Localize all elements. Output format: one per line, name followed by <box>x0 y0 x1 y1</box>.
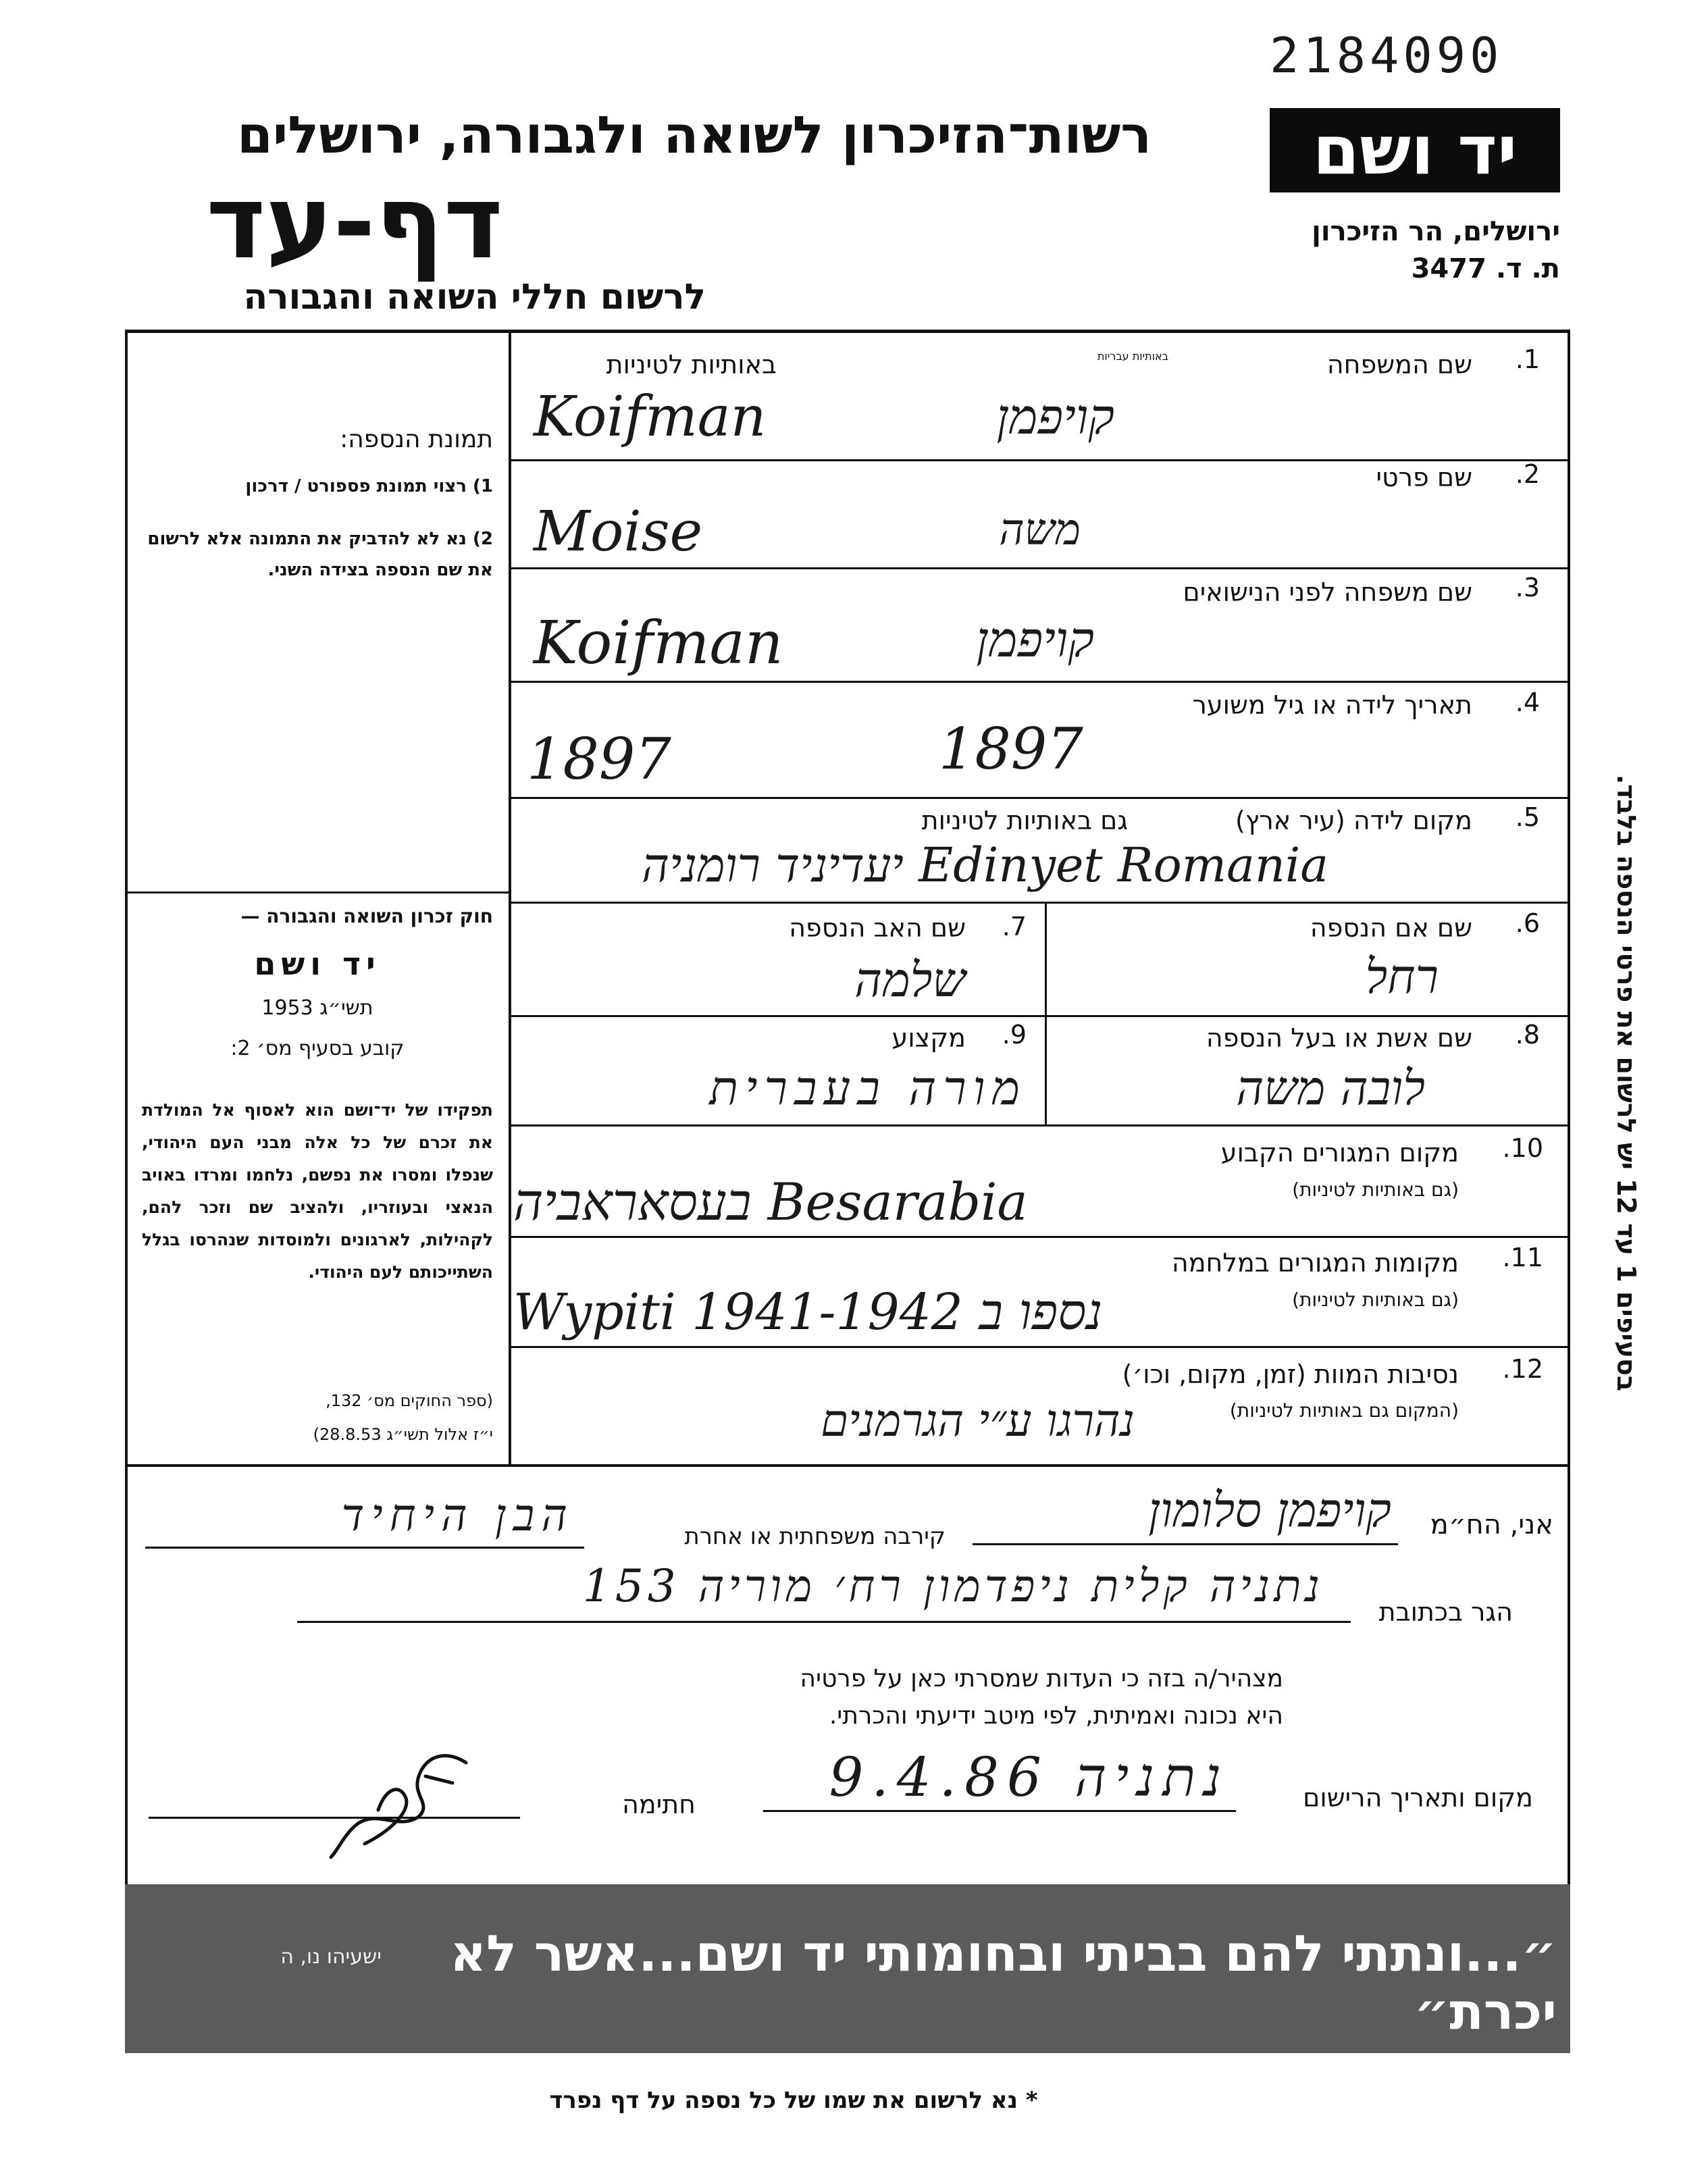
field-6-value: רחל <box>1365 949 1439 1004</box>
photo-note-2: 2) נא לא להדביק את התמונה אלא לרשום את שם הנספה בצידה השני. <box>147 529 493 580</box>
field-5-value: יעדיניד רומניה Edinyet Romania <box>642 837 1329 893</box>
row-line-1 <box>511 459 1569 461</box>
col-divider-6-7 <box>1045 902 1047 1126</box>
field-6-label: שם אם הנספה <box>1310 913 1472 943</box>
field-4-label: תאריך לידה או גיל משוער <box>1192 690 1472 720</box>
field-10-value: בעסאראביה Besarabia <box>513 1172 1028 1232</box>
col-latin-header: באותיות לטיניות <box>606 350 777 380</box>
field-8-value: לובה משה <box>1236 1060 1425 1116</box>
field-9-label: מקצוע <box>891 1023 966 1053</box>
address-line <box>297 1621 1351 1623</box>
field-5-latin-note: גם באותיות לטיניות <box>921 806 1128 835</box>
address-line1: ירושלים, הר הזיכרון <box>1312 216 1560 247</box>
place-date-value: נתניה 9.4.86 <box>829 1746 1229 1809</box>
field-12-value: נהרגו ע״י הגרמנים <box>821 1395 1135 1447</box>
law-name: יד ושם <box>254 946 381 982</box>
field-5-number: 5. <box>1515 802 1540 832</box>
relation-line <box>145 1547 584 1549</box>
field-11-note: (גם באותיות לטיניות) <box>1292 1289 1459 1311</box>
field-3-latin-value: Koifman <box>534 608 783 677</box>
field-4-latin-value: 1897 <box>527 726 671 792</box>
law-title: חוק זכרון השואה והגבורה — <box>240 905 493 927</box>
law-date: י״ז אלול תשי״ג 28.8.53) <box>313 1425 493 1444</box>
field-2-latin-value: Moise <box>534 500 703 564</box>
col-hebrew-header: באותיות עבריות <box>1097 350 1168 363</box>
form-title: דף-עד <box>206 164 503 282</box>
statement-line-1: מצהיר/ה בזה כי העדות שמסרתי כאן על פרטיה <box>800 1665 1283 1692</box>
sidebar-law-divider <box>125 891 510 894</box>
frame-top <box>125 330 1570 333</box>
field-12-note: (המקום גם באותיות לטיניות) <box>1229 1399 1459 1422</box>
row-line-3 <box>511 681 1569 683</box>
row-line-2 <box>511 567 1569 569</box>
field-2-number: 2. <box>1515 459 1540 489</box>
banner-source: ישעיהו נו, ה <box>280 1945 382 1969</box>
field-8-number: 8. <box>1515 1020 1540 1050</box>
place-date-line <box>763 1810 1236 1812</box>
field-7-value: שלמה <box>854 952 966 1008</box>
field-7-label: שם האב הנספה <box>789 913 966 943</box>
law-year: תשי״ג 1953 <box>261 996 373 1020</box>
field-3-hebrew-value: קויפמן <box>976 611 1094 668</box>
footer-note: * נא לרשום את שמו של כל נספה על דף נפרד <box>549 2087 1038 2114</box>
row-line-6 <box>511 1015 1569 1017</box>
address-label: הגר בכתובת <box>1378 1597 1513 1627</box>
address-value: נתניה קלית ניפדמון רח׳ מוריה 153 <box>582 1560 1324 1612</box>
org-line: רשות־הזיכרון לשואה ולגבורה, ירושלים <box>237 105 1151 165</box>
law-text: תפקידו של יד־ושם הוא לאסוף אל המולדת את זכרם של כל אלה מבני העם היהודי, שנפלו ומסרו את נפשם, נלחמו ומרדו באויב הנאצי ובעוזריו, ולהציב שם וזכר להם, לקהילות, לארגונים ולמוסדות שנהרסו בגלל השתייכותם לעם היהודי. <box>142 1100 493 1282</box>
sidebar-divider <box>509 330 511 1464</box>
quote-banner <box>125 1884 1570 2053</box>
declaration-i-line <box>973 1543 1398 1545</box>
address-line2: ת. ד. 3477 <box>1411 253 1560 284</box>
field-3-label: שם משפחה לפני הנישואים <box>1183 577 1472 607</box>
row-line-7 <box>511 1124 1569 1127</box>
side-note: בסעיפים 1 עד 12 יש לרשום את פרטי הנספה בלבד. <box>1611 774 1641 1391</box>
field-11-value: Wypiti 1941-1942 נספו ב <box>513 1283 1103 1341</box>
row-line-5 <box>511 902 1569 904</box>
declaration-divider <box>125 1464 1570 1467</box>
logo-text: יד ושם <box>1312 111 1518 190</box>
photo-note-1: 1) רצוי תמונת פספורט / דרכון <box>245 476 493 496</box>
frame-right <box>1568 330 1570 2053</box>
field-10-label: מקום המגורים הקבוע <box>1220 1138 1459 1168</box>
field-1-number: 1. <box>1515 344 1540 374</box>
field-3-number: 3. <box>1515 573 1540 602</box>
row-line-4 <box>511 797 1569 799</box>
statement-line-2: היא נכונה ואמיתית, לפי מיטב ידיעתי והכרתי. <box>829 1702 1283 1730</box>
field-8-label: שם אשת או בעל הנספה <box>1206 1023 1472 1053</box>
frame-left <box>125 330 128 2053</box>
field-9-number: 9. <box>1002 1020 1027 1050</box>
signature-label: חתימה <box>622 1790 696 1819</box>
banner-quote: ״...ונתתי להם בביתי ובחומותי יד ושם...אשר לא יכרת״ <box>450 1925 1557 2041</box>
field-6-number: 6. <box>1515 908 1540 938</box>
field-12-number: 12. <box>1502 1354 1543 1384</box>
row-line-8 <box>511 1236 1569 1238</box>
field-12-label: נסיבות המוות (זמן, מקום, וכו׳) <box>1122 1360 1459 1389</box>
field-7-number: 7. <box>1002 912 1027 941</box>
yad-vashem-logo <box>1270 108 1560 192</box>
field-5-label: מקום לידה (עיר ארץ) <box>1235 806 1472 835</box>
relation-label: קירבה משפחתית או אחרת <box>684 1523 946 1550</box>
form-subtitle: לרשום חללי השואה והגבורה <box>243 277 706 317</box>
law-source: (ספר החוקים מס׳ 132, <box>326 1391 493 1410</box>
field-1-hebrew-value: קויפמן <box>996 388 1114 445</box>
stamp-number: 2184090 <box>1270 27 1503 84</box>
photo-title: תמונת הנספה: <box>340 425 493 453</box>
field-4-number: 4. <box>1515 688 1540 717</box>
place-date-label: מקום ותאריך הרישום <box>1303 1783 1533 1813</box>
row-line-9 <box>511 1346 1569 1348</box>
field-2-hebrew-value: משה <box>999 505 1081 555</box>
field-1-latin-value: Koifman <box>534 385 767 449</box>
field-11-label: מקומות המגורים במלחמה <box>1171 1248 1459 1278</box>
field-1-label: שם המשפחה <box>1326 350 1472 380</box>
field-9-value: מורה בעברית <box>709 1060 1027 1116</box>
signature-mark <box>317 1736 480 1864</box>
relation-value: הבן היחיד <box>341 1489 574 1541</box>
field-2-label: שם פרטי <box>1376 463 1472 492</box>
field-11-number: 11. <box>1502 1243 1543 1272</box>
declaration-i-label: אני, הח״מ <box>1430 1509 1553 1541</box>
field-10-number: 10. <box>1502 1133 1543 1163</box>
law-clause: קובע בסעיף מס׳ 2: <box>230 1037 405 1060</box>
declaration-i-value: קויפמן סלומון <box>1148 1482 1391 1538</box>
field-4-hebrew-value: 1897 <box>939 716 1083 782</box>
field-10-note: (גם באותיות לטיניות) <box>1292 1179 1459 1201</box>
